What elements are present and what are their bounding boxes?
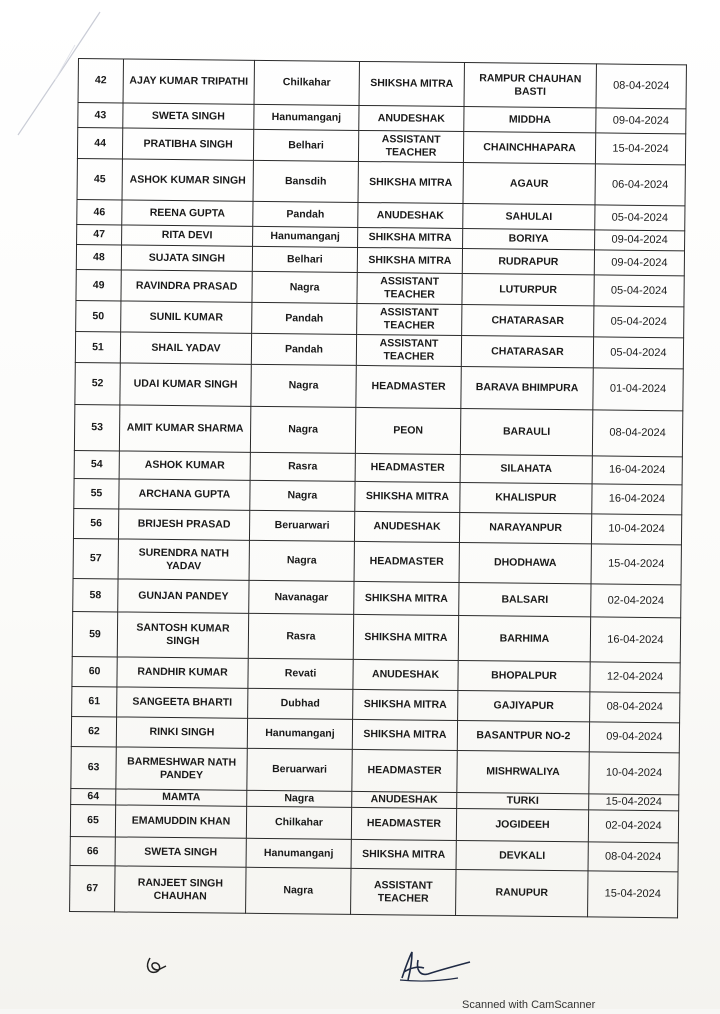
cell-sr-no: 64 bbox=[71, 788, 116, 804]
cell-name: SHAIL YADAV bbox=[120, 332, 251, 364]
cell-name: REENA GUPTA bbox=[122, 200, 253, 226]
cell-block: Nagra bbox=[250, 406, 355, 453]
cell-post: SHIKSHA MITRA bbox=[358, 161, 463, 203]
cell-block: Nagra bbox=[249, 540, 354, 581]
cell-date: 16-04-2024 bbox=[592, 456, 682, 485]
left-initials-mark bbox=[148, 958, 166, 972]
cell-block: Nagra bbox=[252, 271, 357, 303]
cell-sr-no: 60 bbox=[72, 656, 117, 686]
cell-sr-no: 65 bbox=[70, 804, 115, 836]
cell-post: ANUDESHAK bbox=[353, 659, 458, 690]
cell-date: 15-04-2024 bbox=[595, 133, 685, 165]
cell-school: BASANTPUR NO-2 bbox=[457, 721, 589, 752]
cell-name: ASHOK KUMAR SINGH bbox=[122, 159, 253, 201]
cell-post: ANUDESHAK bbox=[358, 202, 463, 228]
cell-sr-no: 67 bbox=[70, 865, 115, 911]
cell-block: Belhari bbox=[253, 129, 358, 161]
cell-date: 05-04-2024 bbox=[594, 306, 684, 338]
cell-date: 08-04-2024 bbox=[592, 410, 682, 457]
cell-block: Nagra bbox=[247, 790, 352, 807]
signature-drawing bbox=[0, 948, 720, 1009]
cell-name: BRIJESH PRASAD bbox=[118, 509, 249, 540]
cell-name: UDAI KUMAR SINGH bbox=[120, 363, 251, 406]
camscanner-watermark: Scanned with CamScanner bbox=[462, 999, 596, 1011]
cell-date: 15-04-2024 bbox=[588, 871, 678, 918]
cell-block: Hanumanganj bbox=[254, 104, 359, 130]
cell-date: 08-04-2024 bbox=[590, 692, 680, 723]
table-row bbox=[71, 746, 679, 794]
staff-table-wrapper bbox=[69, 58, 674, 918]
cell-block: Navanagar bbox=[249, 580, 354, 614]
cell-post: ANUDESHAK bbox=[359, 105, 464, 131]
cell-date: 01-04-2024 bbox=[593, 368, 683, 411]
cell-name: RAVINDRA PRASAD bbox=[121, 270, 252, 302]
cell-date: 09-04-2024 bbox=[596, 108, 686, 134]
cell-school: DEVKALI bbox=[456, 841, 588, 871]
cell-post: SHIKSHA MITRA bbox=[359, 61, 464, 106]
table-row bbox=[74, 404, 682, 456]
cell-block: Nagra bbox=[251, 364, 356, 407]
table-row bbox=[78, 59, 686, 109]
cell-name: ARCHANA GUPTA bbox=[119, 479, 250, 510]
cell-school: BARHIMA bbox=[458, 616, 590, 662]
cell-date: 09-04-2024 bbox=[595, 230, 685, 251]
cell-post: HEADMASTER bbox=[354, 541, 459, 582]
cell-post: PEON bbox=[355, 407, 460, 454]
cell-post: HEADMASTER bbox=[351, 807, 456, 840]
cell-sr-no: 66 bbox=[70, 836, 115, 865]
cell-block: Rasra bbox=[248, 613, 353, 659]
cell-name: RITA DEVI bbox=[122, 225, 253, 246]
cell-block: Chilkahar bbox=[254, 60, 359, 105]
cell-name: MAMTA bbox=[116, 789, 247, 806]
cell-school: BARAVA BHIMPURA bbox=[461, 367, 593, 410]
cell-block: Nagra bbox=[246, 867, 351, 914]
cell-name: SWETA SINGH bbox=[123, 103, 254, 129]
cell-block: Belhari bbox=[252, 246, 357, 272]
cell-date: 02-04-2024 bbox=[588, 810, 678, 843]
cell-date: 02-04-2024 bbox=[591, 584, 681, 618]
cell-block: Beruarwari bbox=[247, 748, 352, 791]
cell-school: LUTURPUR bbox=[462, 274, 594, 306]
cell-name: SWETA SINGH bbox=[115, 837, 246, 867]
cell-name: SANTOSH KUMAR SINGH bbox=[117, 612, 248, 658]
cell-sr-no: 62 bbox=[71, 716, 116, 746]
cell-post: HEADMASTER bbox=[352, 749, 457, 792]
cell-school: GAJIYAPUR bbox=[458, 691, 590, 722]
cell-school: CHATARASAR bbox=[461, 336, 593, 368]
cell-school: JOGIDEEH bbox=[456, 809, 588, 842]
cell-sr-no: 61 bbox=[72, 686, 117, 716]
cell-sr-no: 52 bbox=[75, 362, 120, 404]
table-row bbox=[70, 865, 678, 917]
cell-post: ASSISTANT TEACHER bbox=[351, 868, 456, 915]
cell-post: SHIKSHA MITRA bbox=[351, 839, 456, 869]
cell-school: BORIYA bbox=[463, 229, 595, 250]
cell-post: SHIKSHA MITRA bbox=[355, 481, 460, 512]
table-row bbox=[73, 538, 681, 584]
cell-school: SAHULAI bbox=[463, 204, 595, 230]
cell-post: SHIKSHA MITRA bbox=[352, 719, 457, 750]
cell-post: ASSISTANT TEACHER bbox=[357, 272, 462, 304]
cell-sr-no: 56 bbox=[73, 508, 118, 538]
cell-name: BARMESHWAR NATH PANDEY bbox=[116, 747, 247, 790]
cell-name: AJAY KUMAR TRIPATHI bbox=[123, 59, 254, 104]
cell-post: SHIKSHA MITRA bbox=[353, 614, 458, 660]
cell-block: Pandah bbox=[253, 201, 358, 227]
cell-block: Pandah bbox=[251, 333, 356, 365]
cell-post: ASSISTANT TEACHER bbox=[356, 334, 461, 366]
cell-date: 08-04-2024 bbox=[596, 64, 686, 109]
cell-school: NARAYANPUR bbox=[459, 513, 591, 544]
staff-table-body bbox=[70, 59, 687, 918]
cell-date: 12-04-2024 bbox=[590, 662, 680, 693]
cell-block: Chilkahar bbox=[246, 806, 351, 839]
cell-block: Bansdih bbox=[253, 160, 358, 202]
cell-school: BALSARI bbox=[459, 583, 591, 617]
table-row bbox=[72, 611, 680, 662]
cell-name: ASHOK KUMAR bbox=[119, 451, 250, 480]
cell-date: 16-04-2024 bbox=[592, 484, 682, 515]
cell-block: Revati bbox=[248, 658, 353, 689]
cell-post: ASSISTANT TEACHER bbox=[358, 130, 463, 162]
cell-post: SHIKSHA MITRA bbox=[353, 689, 458, 720]
cell-name: SUNIL KUMAR bbox=[121, 301, 252, 333]
cell-sr-no: 46 bbox=[77, 199, 122, 224]
cell-school: CHATARASAR bbox=[462, 305, 594, 337]
cell-name: GUNJAN PANDEY bbox=[118, 579, 249, 613]
cell-date: 08-04-2024 bbox=[588, 842, 678, 872]
cell-sr-no: 49 bbox=[76, 269, 121, 300]
cell-date: 15-04-2024 bbox=[589, 794, 679, 811]
cell-sr-no: 59 bbox=[72, 611, 117, 656]
cell-date: 15-04-2024 bbox=[591, 544, 681, 585]
cell-sr-no: 50 bbox=[76, 300, 121, 331]
cell-block: Beruarwari bbox=[249, 510, 354, 541]
cell-school: KHALISPUR bbox=[460, 483, 592, 514]
cell-sr-no: 57 bbox=[73, 538, 118, 578]
cell-name: RANJEET SINGH CHAUHAN bbox=[115, 866, 246, 913]
cell-sr-no: 48 bbox=[76, 244, 121, 269]
cell-school: RAMPUR CHAUHAN BASTI bbox=[464, 63, 596, 108]
cell-name: PRATIBHA SINGH bbox=[122, 128, 253, 160]
cell-post: ASSISTANT TEACHER bbox=[357, 303, 462, 335]
cell-block: Nagra bbox=[250, 480, 355, 511]
table-row bbox=[75, 362, 683, 410]
cell-school: BHOPALPUR bbox=[458, 661, 590, 692]
cell-sr-no: 47 bbox=[77, 224, 122, 244]
cell-post: HEADMASTER bbox=[356, 365, 461, 408]
cell-school: BARAULI bbox=[460, 409, 592, 456]
cell-sr-no: 44 bbox=[77, 128, 122, 159]
cell-post: SHIKSHA MITRA bbox=[357, 247, 462, 273]
cell-school: RANUPUR bbox=[456, 870, 588, 917]
cell-name: SUJATA SINGH bbox=[121, 245, 252, 271]
cell-school: TURKI bbox=[457, 793, 589, 810]
cell-block: Rasra bbox=[250, 452, 355, 481]
cell-name: RANDHIR KUMAR bbox=[117, 657, 248, 688]
cell-school: CHAINCHHAPARA bbox=[463, 132, 595, 164]
cell-sr-no: 45 bbox=[77, 158, 122, 199]
cell-post: HEADMASTER bbox=[355, 453, 460, 482]
cell-block: Hanumanganj bbox=[253, 226, 358, 247]
cell-post: SHIKSHA MITRA bbox=[354, 581, 459, 615]
cell-school: RUDRAPUR bbox=[462, 249, 594, 275]
cell-date: 10-04-2024 bbox=[591, 514, 681, 545]
cell-school: MISHRWALIYA bbox=[457, 751, 589, 794]
cell-name: SURENDRA NATH YADAV bbox=[118, 539, 249, 580]
cell-name: AMIT KUMAR SHARMA bbox=[119, 405, 250, 452]
cell-date: 09-04-2024 bbox=[589, 722, 679, 753]
cell-sr-no: 58 bbox=[73, 578, 118, 611]
cell-date: 05-04-2024 bbox=[593, 337, 683, 369]
cell-sr-no: 63 bbox=[71, 746, 116, 788]
cell-sr-no: 43 bbox=[78, 103, 123, 128]
cell-date: 06-04-2024 bbox=[595, 164, 685, 206]
cell-post: SHIKSHA MITRA bbox=[358, 227, 463, 248]
cell-block: Hanumanganj bbox=[246, 838, 351, 868]
cell-block: Dubhad bbox=[248, 688, 353, 719]
cell-sr-no: 42 bbox=[78, 59, 123, 103]
cell-date: 05-04-2024 bbox=[594, 275, 684, 307]
cell-post: ANUDESHAK bbox=[352, 791, 457, 808]
cell-school: DHODHAWA bbox=[459, 543, 591, 584]
cell-name: RINKI SINGH bbox=[116, 717, 247, 748]
signature-area bbox=[0, 948, 720, 1009]
table-row bbox=[77, 158, 685, 205]
cell-date: 10-04-2024 bbox=[589, 752, 679, 795]
center-signature-mark bbox=[400, 952, 470, 981]
cell-name: SANGEETA BHARTI bbox=[117, 687, 248, 718]
cell-name: EMAMUDDIN KHAN bbox=[115, 805, 246, 838]
cell-date: 09-04-2024 bbox=[594, 250, 684, 276]
cell-post: ANUDESHAK bbox=[354, 511, 459, 542]
cell-sr-no: 51 bbox=[75, 331, 120, 362]
cell-school: AGAUR bbox=[463, 163, 595, 205]
cell-sr-no: 53 bbox=[74, 404, 119, 450]
cell-block: Hanumanganj bbox=[247, 718, 352, 749]
staff-table bbox=[69, 58, 687, 918]
cell-school: MIDDHA bbox=[464, 107, 596, 133]
cell-sr-no: 55 bbox=[74, 478, 119, 508]
cell-sr-no: 54 bbox=[74, 450, 119, 478]
cell-date: 16-04-2024 bbox=[590, 617, 680, 663]
cell-school: SILAHATA bbox=[460, 455, 592, 484]
cell-date: 05-04-2024 bbox=[595, 205, 685, 231]
cell-block: Pandah bbox=[252, 302, 357, 334]
